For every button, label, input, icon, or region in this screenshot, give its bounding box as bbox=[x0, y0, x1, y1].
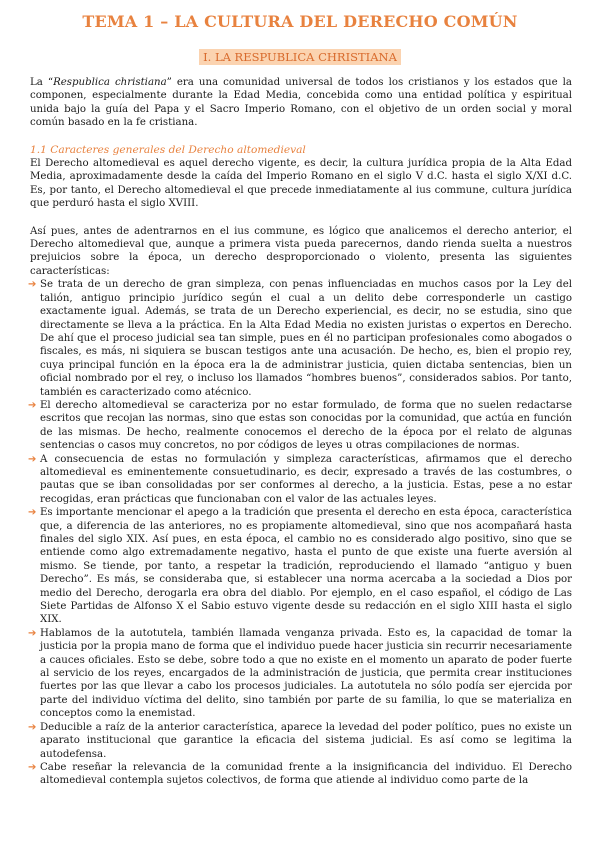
list-item bbox=[30, 506, 572, 627]
spacer bbox=[30, 130, 572, 144]
list-item bbox=[30, 453, 572, 507]
arrow-right-icon: ➔ bbox=[28, 507, 37, 519]
arrow-right-icon: ➔ bbox=[28, 453, 37, 465]
paragraph-caracteristicas: Así pues, antes de adentrarnos en el ius commune, es lógico que analicemos el derecho anterior, el Derecho altomedieval que, aunque a primera vista pueda parecernos, dando rienda suelta a nuestros prejuicios sobre la época, un derecho desproporcionado o violento, presenta las siguientes características: bbox=[30, 225, 572, 277]
list-item bbox=[30, 627, 572, 721]
list-item bbox=[30, 721, 572, 761]
section-heading-wrap bbox=[0, 46, 600, 65]
list-item bbox=[30, 761, 572, 788]
subsection-heading: 1.1 Caracteres generales del Derecho altomedieval bbox=[30, 143, 306, 156]
arrow-right-icon: ➔ bbox=[28, 399, 37, 411]
list-item-text: El derecho altomedieval se caracteriza por no estar formulado, de forma que no suelen redactarse escritos que recojan las normas, sino que estas son conocidas por la comunidad, que actúa en función de las mismas. De hecho, realmente conocemos el derecho de la época por el relato de algunas sentencias o casos muy concretos, no por códigos de leyes u otras compilaciones de normas. bbox=[40, 399, 572, 452]
intro-rest: ” era una comunidad universal de todos los cristianos y los estados que la componen, especialmente durante la Edad Media, concebida como una entidad política y espiritual unida bajo la guía del Papa y el Sacro Imperio Romano, con el objetivo de un orden social y moral común basado en la fe cristiana. bbox=[30, 77, 572, 129]
list-item bbox=[30, 399, 572, 453]
arrow-right-icon: ➔ bbox=[28, 627, 37, 639]
intro-lead: La “ bbox=[30, 77, 54, 88]
page-title: TEMA 1 – LA CULTURA DEL DERECHO COMÚN bbox=[82, 12, 518, 31]
arrow-right-icon: ➔ bbox=[28, 721, 37, 733]
list-item-text: Deducible a raíz de la anterior característica, aparece la levedad del poder político, pues no existe un aparato institucional que garantice la eficacia del sistema judicial. Es así como se legitima la autodefensa. bbox=[40, 721, 572, 760]
list-item-text: Se trata de un derecho de gran simpleza, con penas influenciadas en muchos casos por la Ley del talión, antiguo principio jurídico según el cual a un delito debe corresponderle un castigo exactamente igual. Además, se trata de un Derecho experiencial, es decir, no se estudia, sino que directamente se lleva a la práctica. En la Alta Edad Media no existen juristas o expertos en Derecho. De ahí que el proceso judicial sea tan simple, pues en él no participan profesionales como abogados o fiscales, es más, ni siquiera se buscan testigos ante una acusación. De hecho, es, bien el propio rey, cuya principal función en la época era la de administrar justicia, quien dictaba sentencias, bien un oficial nombrado por el rey, o incluso los llamados “hombres buenos”, considerados sabios. Por tanto, también es caracterizado como atécnico. bbox=[40, 279, 572, 398]
intro-paragraph bbox=[30, 76, 572, 130]
list-item-text: Es importante mencionar el apego a la tradición que presenta el derecho en esta época, característica que, a diferencia de las anteriores, no es propiamente altomedieval, sino que nos acompañará hasta finales del siglo XIX. Así pues, en esta época, el cambio no es considerado algo positivo, sino que se entiende como algo extremadamente negativo, hasta el punto de que existe una fuerte aversión al mismo. Se tiende, por tanto, a respetar la tradición, reproduciendo el llamado “antiguo y buen Derecho”. Es más, se consideraba que, si establecer una norma acercaba a la sociedad a Dios por medio del Derecho, derogarla era obra del diablo. Por ejemplo, en el caso español, el código de Las Siete Partidas de Alfonso X el Sabio estuvo vigente desde su redacción en el siglo XIII hasta el siglo XIX. bbox=[40, 507, 572, 626]
section-heading: I. LA RESPUBLICA CHRISTIANA bbox=[199, 49, 401, 65]
list-item bbox=[30, 278, 572, 399]
list-item-text: Cabe reseñar la relevancia de la comunidad frente a la insignificancia del individuo. El Derecho altomedieval contempla sujetos colectivos, de forma que atiende al individuo como parte de la bbox=[40, 761, 572, 787]
arrow-right-icon: ➔ bbox=[28, 279, 37, 291]
characteristics-list bbox=[30, 278, 572, 787]
document-body bbox=[30, 76, 572, 788]
spacer bbox=[30, 211, 572, 225]
intro-term: Respublica christiana bbox=[53, 77, 167, 88]
list-item-text: Hablamos de la autotutela, también llamada venganza privada. Esto es, la capacidad de tomar la justicia por la propia mano de forma que el individuo puede hacer justicia sin recurrir necesariamente a cauces oficiales. Esto se debe, sobre todo a que no existe en el momento un aparato de poder fuerte al servicio de los reyes, encargados de la administración de justicia, que permita crear instituciones fuertes por las que llevar a cabo los procesos judiciales. La autotutela no sólo podía ser ejercida por parte del individuo víctima del delito, sino también por parte de su familia, lo que se materializa en conceptos como la enemistad. bbox=[40, 627, 572, 720]
paragraph-derecho-altomedieval: El Derecho altomedieval es aquel derecho vigente, es decir, la cultura jurídica propia de la Alta Edad Media, aproximadamente desde la caída del Imperio Romano en el siglo V d.C. hasta el siglo X/XI d.C. Es, por tanto, el Derecho altomedieval el que precede inmediatamente al ius commune, cultura jurídica que perduró hasta el siglo XVIII. bbox=[30, 158, 572, 210]
arrow-right-icon: ➔ bbox=[28, 761, 37, 773]
list-item-text: A consecuencia de estas no formulación y simpleza características, afirmamos que el derecho altomedieval es eminentemente consuetudinario, es decir, expresado a través de las costumbres, o pautas que se iban consolidadas por ser conformes al derecho, a la justicia. Estas, pese a no estar recogidas, eran prácticas que funcionaban con el valor de las actuales leyes. bbox=[40, 453, 572, 505]
